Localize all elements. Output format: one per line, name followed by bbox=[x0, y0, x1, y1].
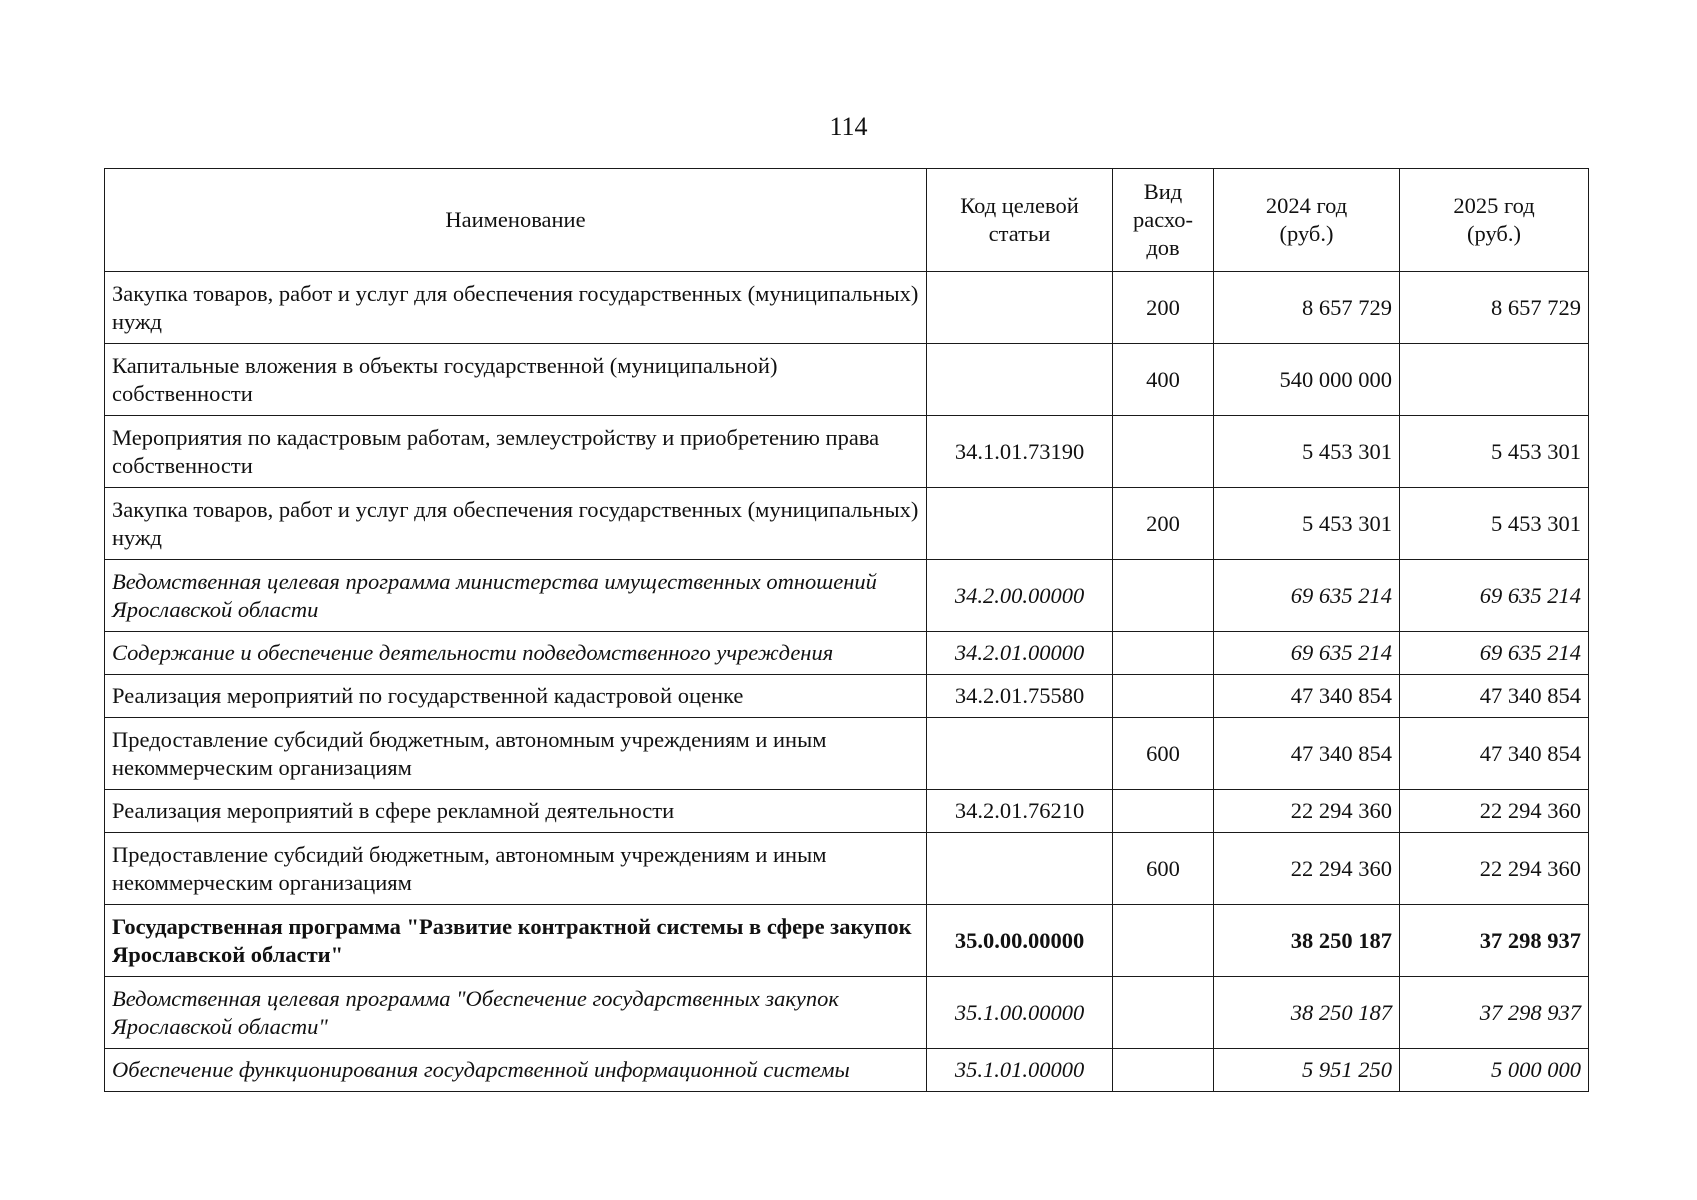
header-code bbox=[927, 169, 1113, 272]
row-expense-type: 600 bbox=[1113, 833, 1214, 905]
row-name: Мероприятия по кадастровым работам, землеустройству и приобретению права собственности bbox=[105, 416, 927, 488]
header-type bbox=[1113, 169, 1214, 272]
row-amount-2025: 22 294 360 bbox=[1400, 833, 1589, 905]
row-expense-type bbox=[1113, 560, 1214, 632]
table-row bbox=[105, 632, 1589, 675]
row-amount-2024: 5 951 250 bbox=[1214, 1049, 1400, 1092]
row-code: 34.2.00.00000 bbox=[927, 560, 1113, 632]
row-name: Предоставление субсидий бюджетным, автономным учреждениям и иным некоммерческим организациям bbox=[105, 718, 927, 790]
row-amount-2024: 38 250 187 bbox=[1214, 905, 1400, 977]
row-expense-type: 400 bbox=[1113, 344, 1214, 416]
row-amount-2024: 38 250 187 bbox=[1214, 977, 1400, 1049]
table-row bbox=[105, 344, 1589, 416]
table-row bbox=[105, 416, 1589, 488]
row-name: Закупка товаров, работ и услуг для обеспечения государственных (муниципальных) нужд bbox=[105, 272, 927, 344]
row-expense-type: 200 bbox=[1113, 272, 1214, 344]
page-number: 114 bbox=[829, 112, 868, 141]
row-amount-2025: 37 298 937 bbox=[1400, 977, 1589, 1049]
row-name: Предоставление субсидий бюджетным, автономным учреждениям и иным некоммерческим организациям bbox=[105, 833, 927, 905]
row-name: Государственная программа "Развитие контрактной системы в сфере закупок Ярославской области" bbox=[105, 905, 927, 977]
header-name-label: Наименование bbox=[445, 207, 586, 232]
row-expense-type: 200 bbox=[1113, 488, 1214, 560]
table-row bbox=[105, 790, 1589, 833]
header-type-line2: расхо- bbox=[1132, 207, 1194, 232]
table-header-row bbox=[105, 169, 1589, 272]
row-name: Реализация мероприятий в сфере рекламной деятельности bbox=[105, 790, 927, 833]
header-type-line3: дов bbox=[1146, 235, 1180, 260]
table-row bbox=[105, 560, 1589, 632]
row-code bbox=[927, 272, 1113, 344]
row-expense-type bbox=[1113, 416, 1214, 488]
row-amount-2025: 69 635 214 bbox=[1400, 560, 1589, 632]
row-code: 34.2.01.76210 bbox=[927, 790, 1113, 833]
header-2025-line2: (руб.) bbox=[1467, 221, 1521, 246]
row-amount-2025 bbox=[1400, 344, 1589, 416]
table-row bbox=[105, 1049, 1589, 1092]
row-amount-2024: 69 635 214 bbox=[1214, 560, 1400, 632]
header-2025 bbox=[1400, 169, 1589, 272]
row-code bbox=[927, 718, 1113, 790]
row-code: 34.2.01.75580 bbox=[927, 675, 1113, 718]
row-expense-type: 600 bbox=[1113, 718, 1214, 790]
row-amount-2025: 5 000 000 bbox=[1400, 1049, 1589, 1092]
row-name: Ведомственная целевая программа министерства имущественных отношений Ярославской области bbox=[105, 560, 927, 632]
row-amount-2025: 5 453 301 bbox=[1400, 416, 1589, 488]
row-amount-2024: 47 340 854 bbox=[1214, 675, 1400, 718]
row-amount-2025: 47 340 854 bbox=[1400, 718, 1589, 790]
row-amount-2024: 540 000 000 bbox=[1214, 344, 1400, 416]
header-2024-line2: (руб.) bbox=[1279, 221, 1334, 246]
row-code bbox=[927, 488, 1113, 560]
table-row bbox=[105, 905, 1589, 977]
header-2024-line1: 2024 год bbox=[1265, 193, 1348, 218]
row-code: 35.0.00.00000 bbox=[927, 905, 1113, 977]
row-expense-type bbox=[1113, 1049, 1214, 1092]
row-code: 34.1.01.73190 bbox=[927, 416, 1113, 488]
row-name: Реализация мероприятий по государственной кадастровой оценке bbox=[105, 675, 927, 718]
row-expense-type bbox=[1113, 977, 1214, 1049]
table-row bbox=[105, 718, 1589, 790]
row-amount-2025: 22 294 360 bbox=[1400, 790, 1589, 833]
table-row bbox=[105, 675, 1589, 718]
header-code-line2: статьи bbox=[988, 221, 1051, 246]
row-amount-2024: 22 294 360 bbox=[1214, 790, 1400, 833]
row-code: 35.1.01.00000 bbox=[927, 1049, 1113, 1092]
row-amount-2025: 37 298 937 bbox=[1400, 905, 1589, 977]
row-code bbox=[927, 833, 1113, 905]
row-expense-type bbox=[1113, 632, 1214, 675]
row-name: Ведомственная целевая программа "Обеспечение государственных закупок Ярославской области" bbox=[105, 977, 927, 1049]
row-amount-2025: 8 657 729 bbox=[1400, 272, 1589, 344]
row-expense-type bbox=[1113, 675, 1214, 718]
row-code bbox=[927, 344, 1113, 416]
row-expense-type bbox=[1113, 905, 1214, 977]
row-amount-2024: 69 635 214 bbox=[1214, 632, 1400, 675]
row-amount-2024: 8 657 729 bbox=[1214, 272, 1400, 344]
row-code: 35.1.00.00000 bbox=[927, 977, 1113, 1049]
row-amount-2025: 5 453 301 bbox=[1400, 488, 1589, 560]
row-amount-2024: 5 453 301 bbox=[1214, 488, 1400, 560]
row-amount-2025: 69 635 214 bbox=[1400, 632, 1589, 675]
table-row bbox=[105, 488, 1589, 560]
row-amount-2024: 47 340 854 bbox=[1214, 718, 1400, 790]
header-type-line1: Вид bbox=[1143, 179, 1183, 204]
row-amount-2024: 5 453 301 bbox=[1214, 416, 1400, 488]
header-name bbox=[105, 169, 927, 272]
row-expense-type bbox=[1113, 790, 1214, 833]
budget-table bbox=[104, 168, 1589, 1092]
row-name: Обеспечение функционирования государственной информационной системы bbox=[105, 1049, 927, 1092]
header-2024 bbox=[1214, 169, 1400, 272]
row-name: Капитальные вложения в объекты государственной (муниципальной) собственности bbox=[105, 344, 927, 416]
row-name: Закупка товаров, работ и услуг для обеспечения государственных (муниципальных) нужд bbox=[105, 488, 927, 560]
header-code-line1: Код целевой bbox=[960, 193, 1079, 218]
table-row bbox=[105, 833, 1589, 905]
row-code: 34.2.01.00000 bbox=[927, 632, 1113, 675]
row-amount-2024: 22 294 360 bbox=[1214, 833, 1400, 905]
row-amount-2025: 47 340 854 bbox=[1400, 675, 1589, 718]
table-row bbox=[105, 272, 1589, 344]
header-2025-line1: 2025 год bbox=[1453, 193, 1535, 218]
row-name: Содержание и обеспечение деятельности подведомственного учреждения bbox=[105, 632, 927, 675]
table-row bbox=[105, 977, 1589, 1049]
